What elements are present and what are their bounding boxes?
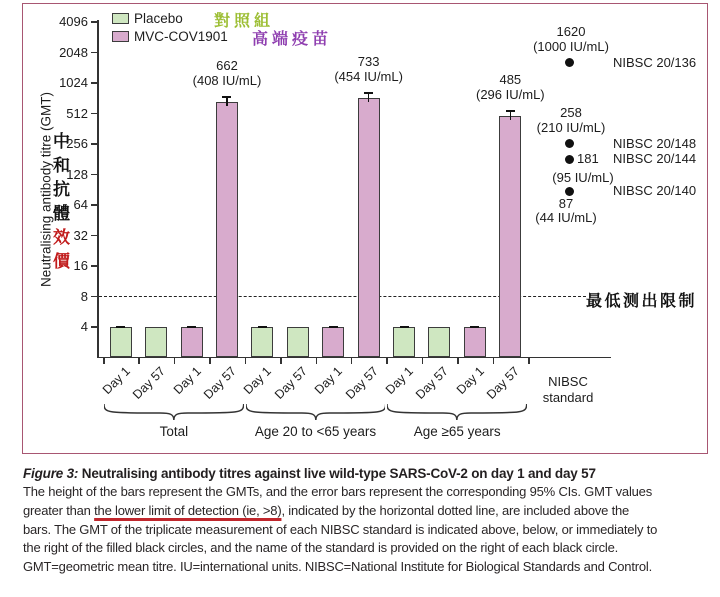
error-bar-cap	[329, 326, 338, 328]
legend-label-mvc: MVC-COV1901	[134, 29, 228, 44]
bar-iu-label: (296 IU/mL)	[476, 86, 545, 102]
y-axis-tick-label: 128	[66, 166, 88, 182]
x-axis-tick	[457, 357, 459, 364]
x-axis-day-label: Day 1	[453, 364, 487, 397]
nibsc-gmt-label: 258	[560, 104, 582, 120]
y-axis-tick	[91, 174, 98, 176]
y-axis-tick-label: 256	[66, 136, 88, 151]
bar-iu-label: (408 IU/mL)	[192, 73, 262, 89]
nibsc-dot	[565, 187, 574, 196]
error-bar-cap	[258, 326, 267, 328]
y-axis-tick	[91, 143, 98, 145]
x-axis-tick	[386, 357, 388, 364]
nibsc-standard-axis-label-line1: NIBSC	[548, 374, 588, 389]
y-axis-tick	[91, 204, 98, 206]
x-axis-day-label: Day 1	[170, 364, 204, 397]
y-axis-tick-label: 1024	[59, 75, 88, 90]
y-axis-cjk-black: 中和抗體	[49, 132, 69, 228]
figure-caption	[23, 464, 715, 577]
bar-mvc-day1	[322, 327, 344, 357]
caption-title	[23, 464, 715, 483]
x-axis-day-label: Day 1	[241, 364, 275, 397]
x-axis-tick	[245, 357, 247, 364]
x-axis-tick	[174, 357, 176, 364]
y-axis-cjk-red: 效價	[49, 228, 69, 276]
nibsc-dot	[565, 155, 574, 164]
bar-mvc-day57	[499, 116, 521, 357]
x-axis-tick	[493, 357, 495, 364]
y-axis-tick-label: 64	[73, 197, 88, 212]
nibsc-name-label: NIBSC 20/144	[613, 151, 697, 167]
x-axis-day-label: Day 57	[200, 364, 239, 402]
bar-mvc-day1	[181, 327, 203, 357]
caption-line-2-pre: greater than	[23, 502, 95, 518]
y-axis-tick	[91, 326, 98, 328]
x-axis-tick	[528, 357, 530, 364]
error-bar-cap	[116, 326, 125, 328]
caption-line-2-post: , indicated by the horizontal dotted line, are included above the	[281, 502, 630, 518]
caption-title-prefix: Figure 3:	[23, 466, 79, 481]
nibsc-standard-axis-label-line2: standard	[542, 389, 594, 405]
nibsc-iu-label: (44 IU/mL)	[535, 210, 597, 226]
y-axis-tick-label: 512	[66, 105, 88, 121]
x-axis-tick	[422, 357, 424, 364]
detection-limit-cjk-label: 最低测出限制	[586, 291, 698, 310]
y-axis-tick-label: 16	[73, 258, 88, 273]
group-brace	[387, 403, 527, 422]
error-bar-cap	[506, 110, 515, 112]
group-label: Total	[159, 424, 189, 439]
nibsc-iu-label: (1000 IU/mL)	[533, 38, 609, 54]
nibsc-iu-label: (95 IU/mL)	[552, 170, 614, 186]
bar-placebo-day57	[287, 327, 309, 357]
y-axis-tick	[91, 82, 98, 84]
nibsc-iu-label: (210 IU/mL)	[536, 119, 606, 135]
bar-mvc-day1	[464, 327, 486, 357]
caption-line-1: The height of the bars represent the GMTs, and the error bars represent the corresponding 95% CIs. GMT values	[23, 484, 653, 499]
x-axis-tick	[138, 357, 140, 364]
group-brace	[246, 403, 386, 422]
y-axis-tick	[91, 21, 98, 23]
y-axis-tick	[91, 265, 98, 267]
nibsc-gmt-label: 181	[577, 151, 599, 167]
bar-placebo-day1	[110, 327, 132, 357]
bar-placebo-day1	[393, 327, 415, 357]
nibsc-name-label: NIBSC 20/136	[613, 54, 697, 70]
x-axis-tick	[316, 357, 318, 364]
legend-annotation-placebo-cjk: 對照組	[214, 11, 275, 30]
nibsc-name-label: NIBSC 20/148	[613, 135, 697, 151]
x-axis-tick	[209, 357, 211, 364]
bar-gmt-label: 733	[357, 53, 380, 69]
caption-underlined-phrase: the lower limit of detection (ie, >8)	[94, 502, 282, 518]
x-axis-day-label: Day 1	[99, 364, 133, 397]
y-axis-tick-label: 4	[80, 319, 88, 334]
x-axis-day-label: Day 57	[130, 364, 169, 402]
error-bar-cap	[400, 326, 409, 328]
error-bar-cap	[187, 326, 196, 328]
nibsc-name-label: NIBSC 20/140	[613, 183, 697, 199]
legend-label-placebo: Placebo	[134, 11, 183, 26]
x-axis-tick	[280, 357, 282, 364]
y-axis-tick-label: 8	[80, 288, 88, 304]
y-axis-tick	[91, 52, 98, 54]
group-label: Age ≥65 years	[413, 424, 501, 439]
y-axis-tick	[91, 235, 98, 237]
nibsc-gmt-label: 87	[558, 196, 574, 212]
x-axis-day-label: Day 57	[271, 364, 310, 402]
x-axis-day-label: Day 57	[342, 364, 381, 402]
y-axis-tick	[91, 113, 98, 115]
nibsc-dot	[565, 139, 574, 148]
nibsc-standard-axis-label	[518, 374, 618, 405]
x-axis-day-label: Day 1	[382, 364, 416, 397]
x-axis-day-label: Day 1	[312, 364, 346, 397]
y-axis-title: Neutralising antibody titre (GMT)	[38, 91, 54, 288]
y-axis-tick-label: 4096	[59, 14, 88, 29]
bar-iu-label: (454 IU/mL)	[334, 68, 403, 84]
caption-line-2	[23, 502, 715, 521]
x-axis-tick	[103, 357, 105, 364]
bar-gmt-label: 662	[216, 58, 238, 74]
nibsc-gmt-label: 1620	[556, 23, 586, 39]
bar-placebo-day57	[145, 327, 167, 357]
bar-placebo-day1	[251, 327, 273, 357]
group-label: Age 20 to <65 years	[254, 424, 377, 439]
caption-title-text: Neutralising antibody titres against live wild-type SARS-CoV-2 on day 1 and day 57	[81, 466, 596, 481]
bar-gmt-label: 485	[499, 71, 522, 87]
y-axis-tick	[91, 296, 98, 298]
y-axis-tick-label: 2048	[59, 44, 88, 60]
error-bar-cap	[470, 326, 479, 328]
x-axis-tick	[351, 357, 353, 364]
nibsc-dot	[565, 58, 574, 67]
caption-line-3: bars. The GMT of the triplicate measurement of each NIBSC standard is indicated above, below, or immediately to	[23, 521, 658, 537]
bar-mvc-day57	[358, 98, 380, 357]
bar-mvc-day57	[216, 102, 238, 357]
legend-annotation-mvc-cjk: 高端疫苗	[252, 29, 333, 48]
x-axis-day-label: Day 57	[484, 364, 523, 402]
caption-line-4: the right of the filled black circles, and the name of the standard is provided on the right of each black circle.	[23, 540, 619, 556]
error-bar-cap	[364, 92, 373, 94]
bar-placebo-day57	[428, 327, 450, 357]
x-axis-day-label: Day 57	[413, 364, 452, 402]
caption-line-5: GMT=geometric mean titre. IU=international units. NIBSC=National Institute for Biological Standards and Control.	[23, 559, 653, 575]
y-axis-tick-label: 32	[73, 227, 88, 243]
error-bar-cap	[222, 96, 231, 98]
group-brace	[104, 403, 244, 422]
